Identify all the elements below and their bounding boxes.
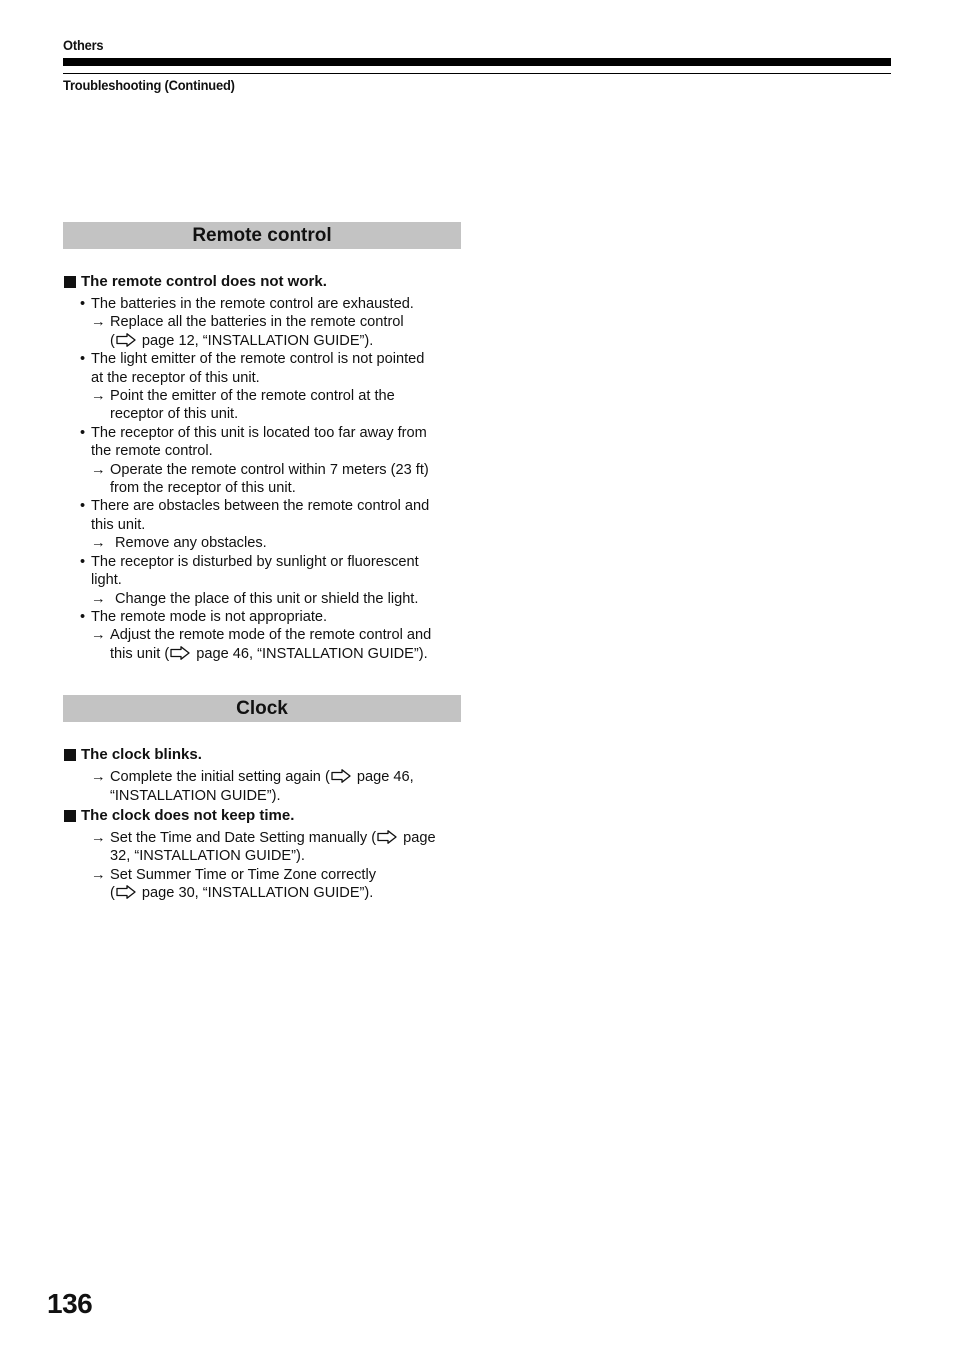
- bullet-icon: •: [80, 296, 86, 312]
- cause-batteries: • The batteries in the remote control are exhausted.: [80, 296, 414, 312]
- solution-adjust-remote-mode: → Adjust the remote mode of the remote control and this unit ( page 46, “INSTALLATION GUIDE”).: [91, 627, 432, 662]
- solution-set-time-date: → Set the Time and Date Setting manually ( page 32, “INSTALLATION GUIDE”).: [91, 829, 436, 865]
- clock-blinks-question: The clock blinks.: [63, 746, 461, 764]
- square-bullet-icon: [64, 276, 76, 288]
- solution-replace-batteries: → Replace all the batteries in the remote control ( page 12, “INSTALLATION GUIDE”).: [91, 314, 404, 349]
- cause-sunlight: • The receptor is disturbed by sunlight or fluorescent light.: [80, 553, 419, 589]
- square-bullet-icon: [64, 810, 76, 822]
- arrow-icon: →: [91, 461, 106, 478]
- header-rule-thick: [63, 58, 891, 66]
- arrow-icon: →: [91, 829, 106, 846]
- arrow-icon: →: [91, 769, 106, 786]
- solution-initial-setting: → Complete the initial setting again ( page 46, “INSTALLATION GUIDE”).: [91, 769, 414, 804]
- clock-heading: Clock: [63, 695, 461, 722]
- arrow-icon: →: [91, 627, 106, 644]
- content-column: [63, 222, 461, 903]
- page-number: 136: [47, 1288, 93, 1319]
- solution-remove-obstacles: → Remove any obstacles.: [91, 535, 267, 552]
- subsection-header: Troubleshooting (Continued): [63, 77, 235, 93]
- arrow-icon: →: [91, 866, 106, 883]
- cause-too-far: • The receptor of this unit is located too far away from the remote control.: [80, 424, 427, 460]
- cause-remote-mode: • The remote mode is not appropriate.: [80, 608, 328, 625]
- cause-obstacles: • There are obstacles between the remote control and this unit.: [80, 498, 430, 533]
- bullet-icon: •: [80, 424, 86, 441]
- remote-question: [63, 273, 461, 291]
- page-reference-arrow-icon: [170, 646, 190, 660]
- cause-emitter-not-pointed: • The light emitter of the remote control is not pointed at the receptor of this unit.: [80, 351, 425, 386]
- page-reference-arrow-icon: [331, 769, 351, 783]
- section-header: Others: [63, 37, 104, 53]
- arrow-icon: →: [91, 590, 106, 607]
- square-bullet-icon: [64, 749, 76, 761]
- page-reference-arrow-icon: [377, 830, 397, 844]
- arrow-icon: →: [91, 314, 106, 331]
- remote-control-heading: Remote control: [63, 222, 461, 249]
- solution-point-emitter: → Point the emitter of the remote control at the receptor of this unit.: [91, 388, 395, 423]
- page-reference-arrow-icon: [116, 333, 136, 347]
- arrow-icon: →: [91, 535, 106, 552]
- arrow-icon: →: [91, 388, 106, 405]
- header-rule-thin: [63, 73, 891, 74]
- solution-within-range: → Operate the remote control within 7 meters (23 ft) from the receptor of this unit.: [91, 461, 429, 497]
- remote-question-text: The remote control does not work.: [81, 273, 327, 290]
- solution-summer-time-zone: → Set Summer Time or Time Zone correctly ( page 30, “INSTALLATION GUIDE”).: [91, 866, 377, 902]
- bullet-icon: •: [80, 351, 86, 368]
- clock-time-question: The clock does not keep time.: [63, 807, 461, 825]
- bullet-icon: •: [80, 498, 86, 515]
- solution-shield-light: → Change the place of this unit or shield the light.: [91, 590, 419, 607]
- bullet-icon: •: [80, 553, 86, 570]
- bullet-icon: •: [80, 608, 86, 625]
- page-reference-arrow-icon: [116, 885, 136, 899]
